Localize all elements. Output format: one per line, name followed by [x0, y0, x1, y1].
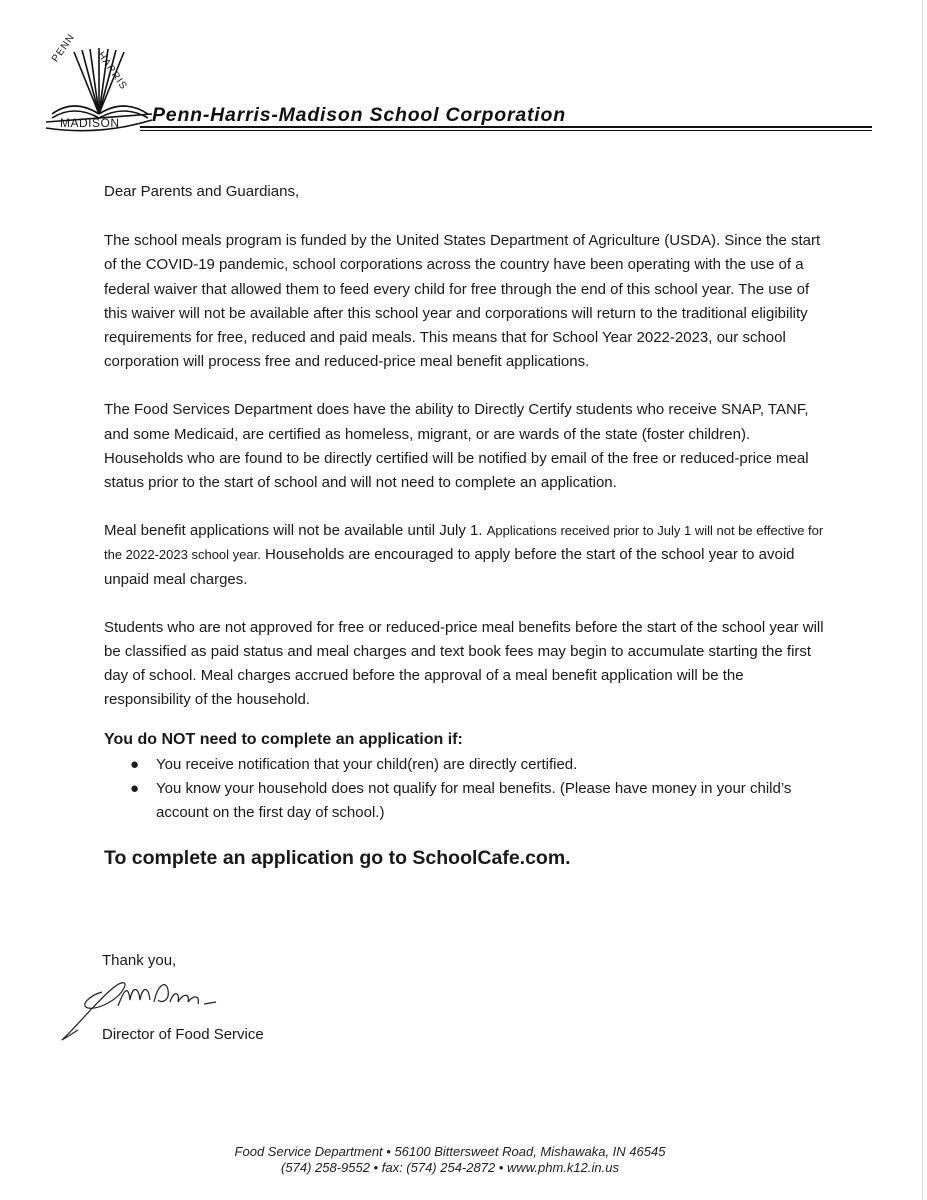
- availability-sentence: Meal benefit applications will not be available until July 1.: [104, 522, 483, 540]
- paragraph-paid-status: Students who are not approved for free or reduced-price meal benefits before the start of the school year will be classified as paid status and meal charges and text book fees may begin to accumulate starting the first day of school. Meal charges accrued before the approval of a meal benefit application will be the responsibility of the household.: [104, 618, 824, 709]
- paragraph-usda: The school meals program is funded by the United States Department of Agriculture (USDA). Since the start of the COVID-19 pandemic, school corporations across the country have been operating with the use of a federal waiver that allowed them to feed every child for free through the end of this school year. The use of this waiver will not be available after this school year and corporations will return to the traditional eligibility requirements for free, reduced and paid meals. This means that for School Year 2022-2023, our school corporation will process free and reduced-price meal benefit applications.: [104, 232, 821, 371]
- paragraph-direct-certify: The Food Services Department does have the ability to Directly Certify students who receive SNAP, TANF, and some Medicaid, are certified as homeless, migrant, or are wards of the state (foster children). Households who are found to be directly certified will be notified by email of the free or reduced-price meal status prior to the start of school and will not need to complete an application.: [104, 401, 809, 492]
- school-logo: [44, 31, 154, 136]
- footer-contact: (574) 258-9552 • fax: (574) 254-2872 • www.phm.k12.in.us: [281, 1160, 619, 1175]
- closing: Thank you,: [102, 952, 177, 969]
- signer-title: Director of Food Service: [102, 1026, 264, 1043]
- availability-note: Applications received prior to July 1 will not be effective for the 2022-2023 school year.: [104, 523, 824, 563]
- list-item-text: You receive notification that your child(ren) are directly certified.: [156, 755, 578, 773]
- logo-text-madison: MADISON: [60, 116, 120, 130]
- header-rule: [140, 126, 872, 128]
- organization-name: Penn-Harris-Madison School Corporation: [152, 104, 566, 126]
- footer-address: Food Service Department • 56100 Bittersweet Road, Mishawaka, IN 46545: [234, 1144, 666, 1159]
- list-item: [104, 753, 824, 777]
- logo-text-harris: HARRIS: [94, 50, 130, 93]
- greeting: Dear Parents and Guardians,: [104, 183, 300, 200]
- availability-advice: Households are encouraged to apply before the start of the school year to avoid unpaid meal charges.: [104, 546, 795, 588]
- header-rule-thin: [140, 130, 872, 131]
- bullet-icon: ●: [130, 779, 140, 797]
- no-application-list: [104, 753, 824, 826]
- list-item: [104, 777, 824, 825]
- no-application-heading: You do NOT need to complete an application if:: [104, 730, 463, 748]
- list-item-text: You know your household does not qualify for meal benefits. (Please have money in your child’s account on the first day of school.): [156, 779, 792, 822]
- letter-body: [104, 180, 824, 870]
- paragraph-availability: [104, 519, 824, 592]
- scan-edge: [922, 0, 923, 1200]
- application-call-to-action: To complete an application go to SchoolCafe.com.: [104, 847, 571, 870]
- bullet-icon: ●: [130, 755, 140, 773]
- footer: [0, 1144, 900, 1176]
- logo-text-penn: PENN: [50, 31, 78, 65]
